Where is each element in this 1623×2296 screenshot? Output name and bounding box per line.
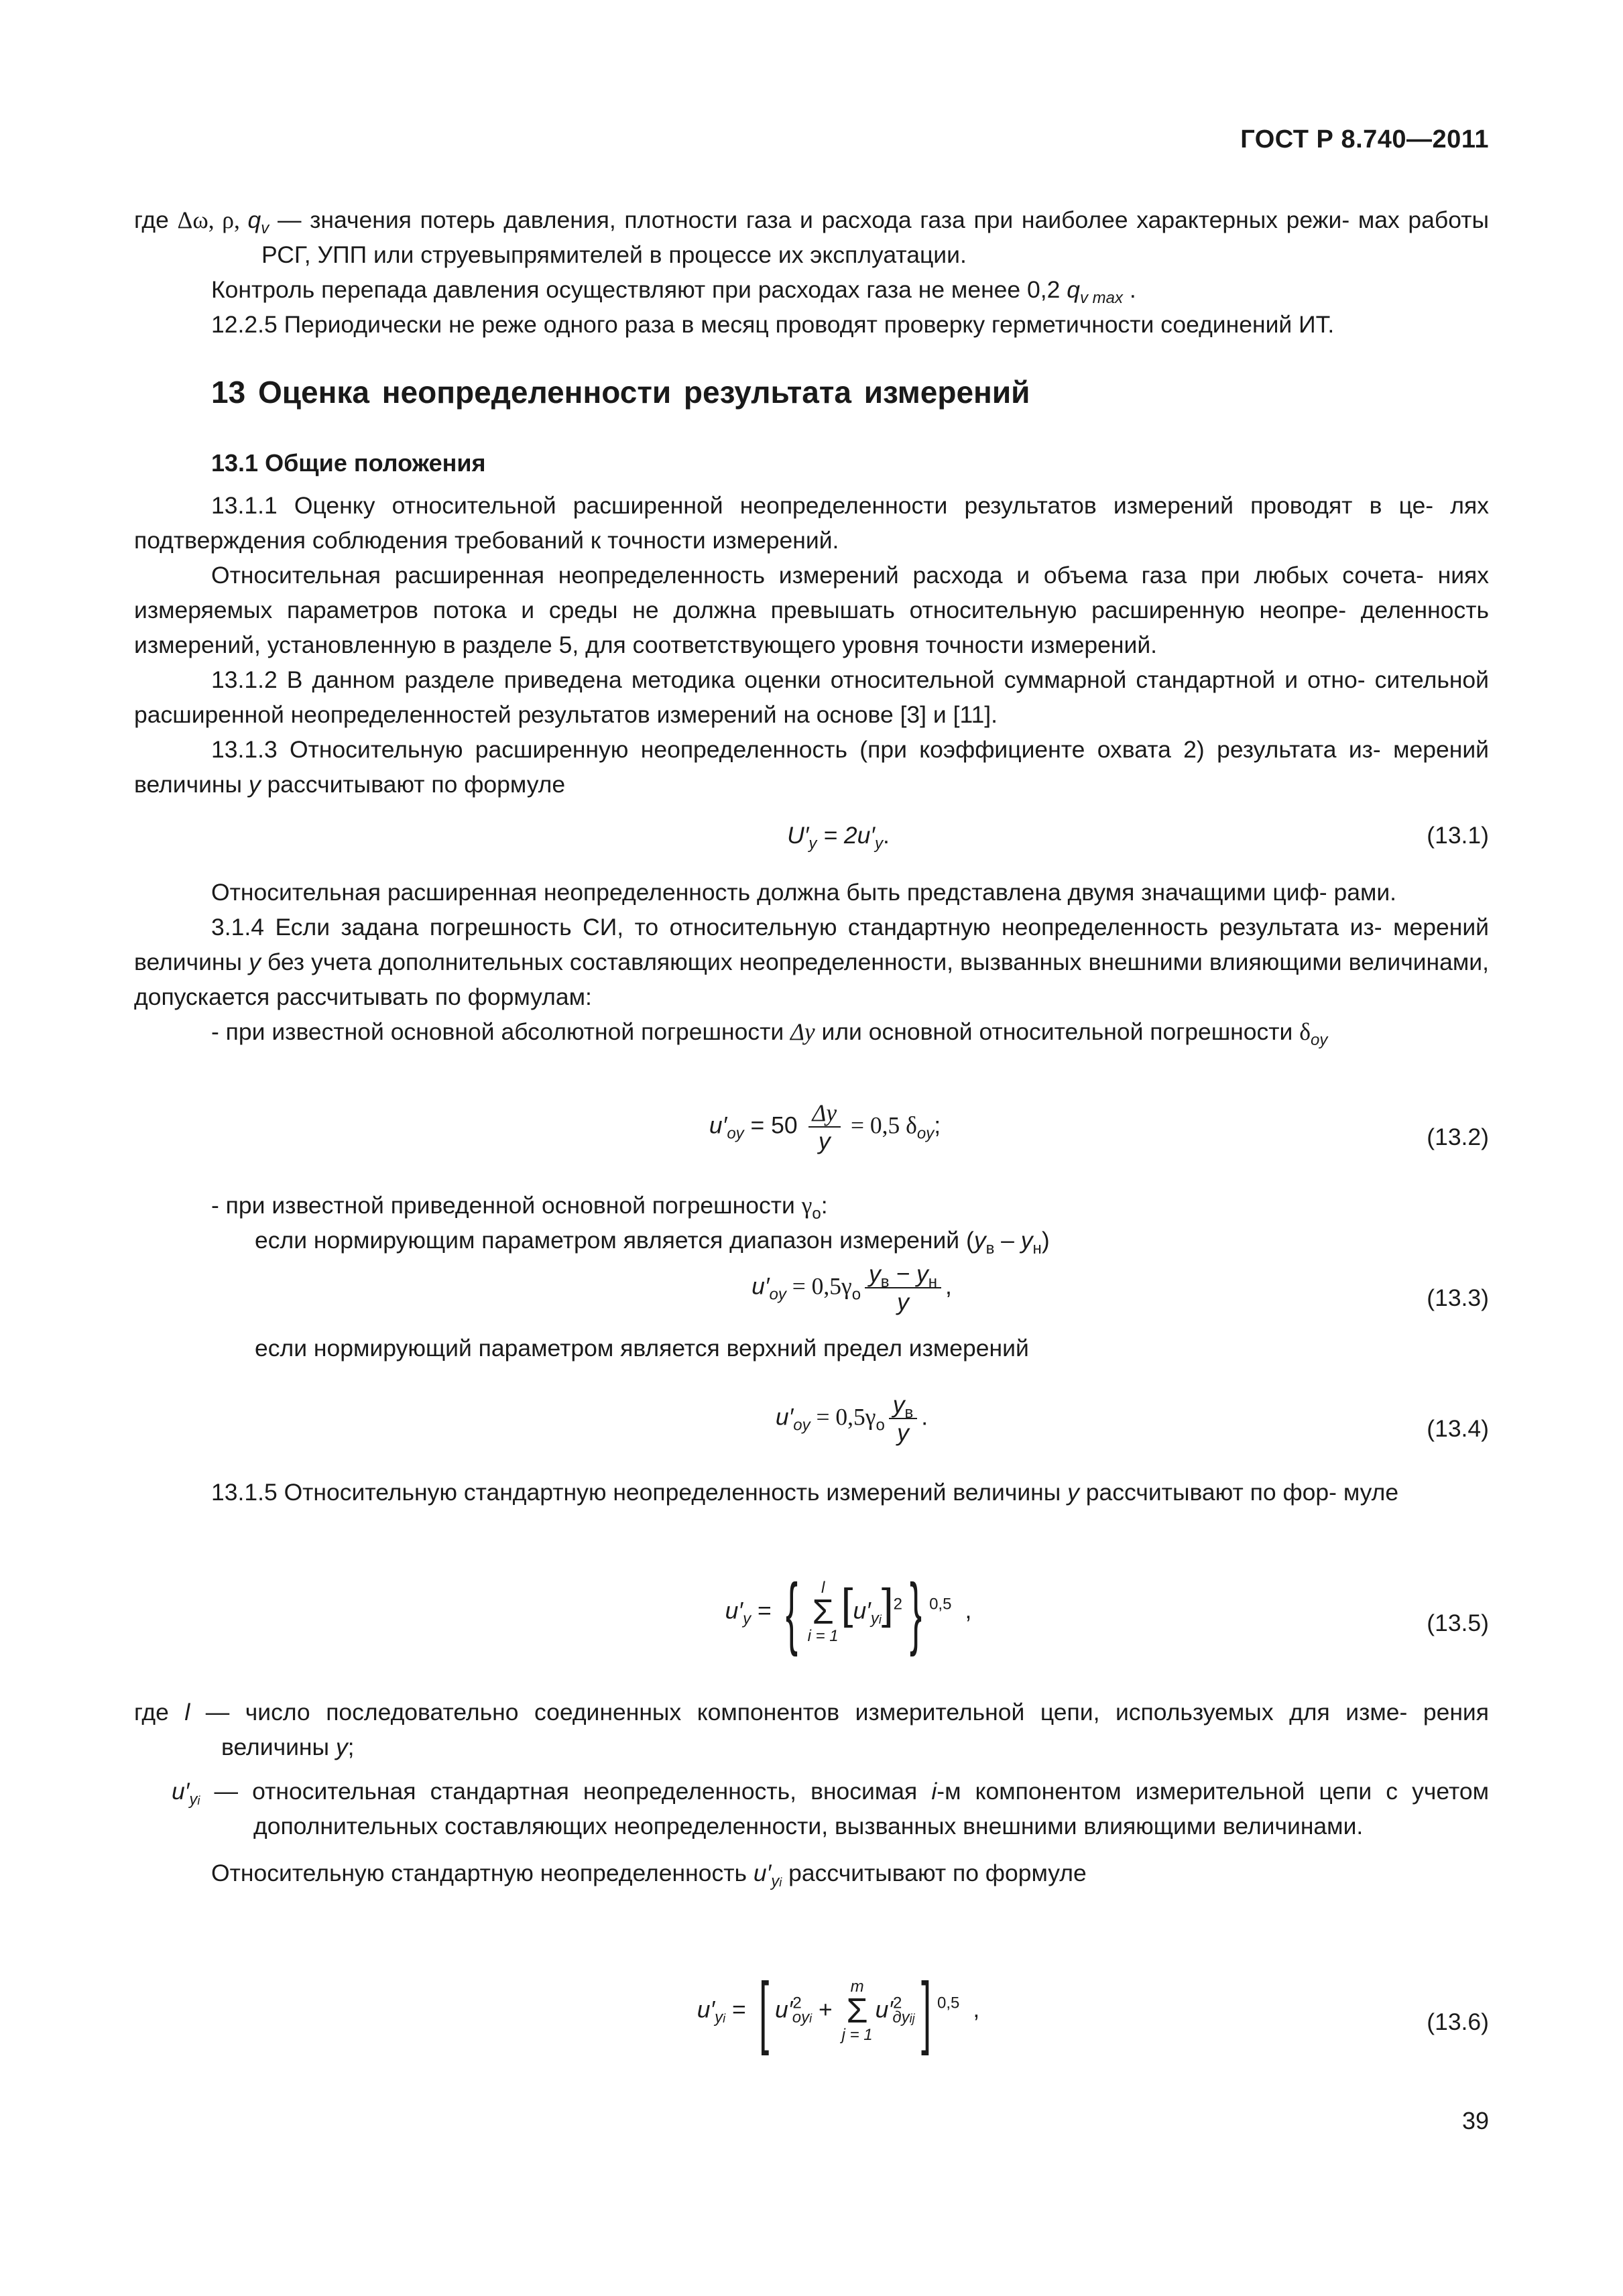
formula-13-6: $u'_{yi}$ = [ $u'^2_{oyi}$ + m Σ j = 1 $u'^2_{дyij}$] $^{0,5}$ , (13.6)	[697, 1966, 1489, 2056]
formula-13-2: $u'_{oy} = 50$ $\frac{\Delta y}{y}$ = 0,5 $\delta_{oy}$; (13.2)	[709, 1099, 1489, 1154]
section-13-body-e	[134, 1695, 1489, 1890]
formula-13-5: $u'_y$ = { l Σ i = 1 $[u'_{yi}]^2$} $^{0,5}$ , (13.5)	[725, 1567, 1489, 1657]
upper-limit-condition: если нормирующий параметром является верхний предел измерений	[255, 1335, 1029, 1362]
where-u-definition: $u'_{yi}$ — относительная стандартная неопределенность, вносимая i-м компонентом измерительной цепи с учетом дополнительных составляющих неопределенности, вызванных внешними влияющими величинами.	[172, 1778, 1489, 1839]
formula-13-3: $u'_{oy} = 0,5\gamma_o$ $\frac{y_в - y_н}{y}$ , (13.3)	[752, 1260, 1489, 1315]
section-13-title: 13 Оценка неопределенности результата измерений	[211, 375, 1030, 410]
paragraph-13-1-3: 13.1.3 Относительную расширенную неопределенность (при коэффициенте охвата 2) результата из- мерений величины y рассчитывают по формуле	[134, 736, 1489, 798]
section-13-body-c	[134, 1188, 1489, 1258]
dash-item-reduced-error: - при известной приведенной основной погрешности $\gamma_o$:	[211, 1192, 828, 1223]
paragraph-13-1-1: 13.1.1 Оценку относительной расширенной неопределенности результатов измерений проводят в це- лях подтверждения соблюдения требований к точности измерений.	[134, 492, 1489, 554]
page-number: 39	[1461, 2107, 1489, 2134]
formula-13-2-number: (13.2)	[1427, 1124, 1489, 1150]
paragraph-relative-uncertainty: Относительная расширенная неопределенность измерений расхода и объема газа при любых сочета- ниях измеряемых параметров потока и среды не должна превышать относительную расширенную неопре- деленность измерений, установленную в разделе 5, для соответствующего уровня точности измерений.	[134, 562, 1489, 658]
formula-13-4: $u'_{oy} = 0,5\gamma_o$ $\frac{y_в}{y}$ . (13.4)	[775, 1391, 1489, 1446]
section-13-body-b	[134, 875, 1489, 1049]
formula-13-6-number: (13.6)	[1427, 2008, 1489, 2035]
formula-13-1-number: (13.1)	[1427, 822, 1489, 849]
paragraph-significant-digits: Относительная расширенная неопределенность должна быть представлена двумя значащими циф- рами.	[211, 879, 1397, 906]
paragraph-13-1-2: 13.1.2 В данном разделе приведена методика оценки относительной суммарной стандартной и отно- сительной расширенной неопределенностей результатов измерений на основе [3] и [11].	[134, 666, 1489, 728]
formula-13-5-number: (13.5)	[1427, 1610, 1489, 1636]
subsection-13-1-title: 13.1 Общие положения	[211, 449, 486, 477]
document-page	[134, 0, 1489, 2296]
paragraph-12-2-5: 12.2.5 Периодически не реже одного раза в месяц проводят проверку герметичности соединений ИТ.	[211, 311, 1335, 338]
intro-block	[134, 202, 1489, 342]
formula-13-3-number: (13.3)	[1427, 1284, 1489, 1311]
document-header: ГОСТ Р 8.740—2011	[1240, 125, 1489, 154]
where-l-definition: где l — число последовательно соединенных компонентов измерительной цепи, используемых для изме- рения величины y;	[134, 1699, 1489, 1760]
where-clause: где Δω, ρ, $q_v$ — значения потерь давления, плотности газа и расхода газа при наиболее характерных режи- мах работы РСГ, УПП или струевыпрямителей в процессе их эксплуатации.	[134, 206, 1489, 268]
dash-item-absolute-error: - при известной основной абсолютной погрешности Δy или основной относительной погрешности $\delta_{oy}$	[211, 1018, 1328, 1049]
formula-13-1: $U'_y = 2u'_y$. (13.1)	[134, 818, 1489, 898]
paragraph-13-1-5: 13.1.5 Относительную стандартную неопределенность измерений величины y рассчитывают по фор- муле	[211, 1479, 1399, 1506]
range-condition: если нормирующим параметром является диапазон измерений $(y_в - y_н)$	[255, 1227, 1050, 1258]
formula-13-4-number: (13.4)	[1427, 1415, 1489, 1442]
paragraph-calc-uyi: Относительную стандартную неопределенность $u'_{yi}$ рассчитывают по формуле	[211, 1860, 1087, 1890]
paragraph-3-1-4: 3.1.4 Если задана погрешность СИ, то относительную стандартную неопределенность результата из- мерений величины y без учета дополнительных составляющих неопределенности, вызванных внешними влияющими величинами, допускается рассчитывать по формулам:	[134, 914, 1489, 1010]
section-13-body-d	[134, 1475, 1489, 1510]
section-13-body-a	[134, 488, 1489, 802]
pressure-control-paragraph: Контроль перепада давления осуществляют при расходах газа не менее 0,2 $q_{v max}$ .	[211, 276, 1136, 307]
